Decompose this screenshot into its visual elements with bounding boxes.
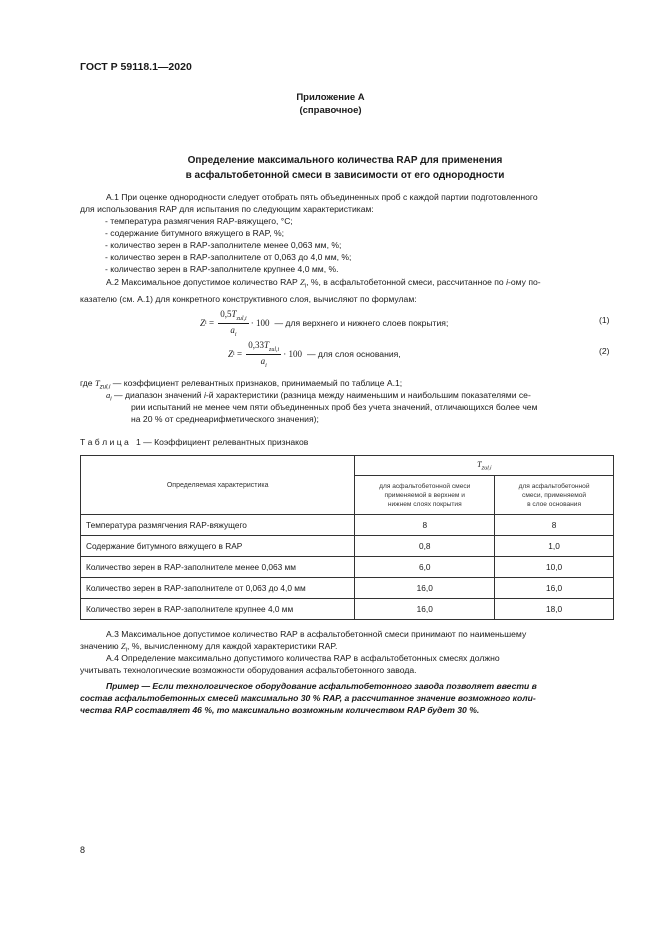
definition-text: -й характеристики (разница между наименьшим и наибольшим показателями се-: [205, 390, 531, 400]
annex-status: (справочное): [299, 105, 362, 116]
text-line: учитывать технологические возможности оборудования асфальтобетонного завода.: [80, 665, 417, 676]
formula-lhs: Z: [200, 318, 206, 329]
variable-t: T: [231, 309, 237, 319]
table-row: [81, 599, 614, 620]
example-note: [80, 680, 614, 717]
formula-description: — для верхнего и нижнего слоев покрытия;: [274, 318, 449, 329]
text-line: для использования RAP для испытания по следующим характеристикам:: [80, 204, 374, 215]
row-value-surface: 16,0: [355, 578, 495, 599]
formula-lhs: Z: [228, 349, 234, 360]
numerator: [218, 309, 248, 324]
formula-description: — для слоя основания,: [306, 349, 401, 360]
definition-line: рии испытаний не менее чем пяти объединенных проб без учета значений, отличающихся более чем: [131, 402, 538, 412]
coefficient: 0,33: [248, 340, 265, 350]
definition-line: на 20 % от среднеарифметического значения);: [131, 414, 319, 424]
variable-t: T: [94, 378, 100, 388]
table-caption: [80, 436, 308, 448]
document-code: ГОСТ Р 59118.1—2020: [80, 61, 192, 73]
denominator: [261, 355, 267, 369]
definition-text: — коэффициент релевантных признаков, принимаемый по таблице А.1;: [112, 378, 403, 388]
equals-sign: =: [206, 318, 217, 329]
fraction: [246, 340, 281, 369]
table-caption-label: Т а б л и ц а 1: [80, 437, 141, 447]
subscript: i: [125, 647, 128, 654]
where-word: где: [80, 378, 93, 388]
relevance-coefficient-table: [80, 455, 614, 620]
subscript: zul,i: [236, 315, 247, 322]
row-characteristic: Количество зерен в RAP-заполнителе менее 0,063 мм: [81, 557, 355, 578]
row-value-base: 1,0: [495, 536, 614, 557]
text-line: чества RAP составляет 46 %, то максимально возможным количеством RAP будет 30 %.: [80, 705, 480, 716]
text-fragment: А.2 Максимальное допустимое количество RAP: [106, 277, 300, 287]
section-title-line: Определение максимального количества RAP для применения: [187, 155, 503, 166]
formula-number: (2): [599, 346, 610, 356]
header-line: нижнем слоях покрытия: [387, 500, 462, 508]
section-title: [80, 153, 610, 183]
text-line: казателю (см. А.1) для конкретного конструктивного слоя, вычисляют по формулам:: [80, 293, 417, 304]
variable-z: Z: [299, 277, 305, 287]
variable-i: i: [506, 277, 509, 287]
header-line: смеси, применяемой: [522, 491, 587, 499]
multiplier: · 100: [250, 318, 270, 329]
formula-2: [228, 340, 401, 369]
text-line: А.4 Определение максимально допустимого количества RAP в асфальтобетонных смесях должно: [106, 653, 500, 663]
row-value-base: 18,0: [495, 599, 614, 620]
fraction: [218, 309, 248, 338]
variable-i: i: [203, 390, 206, 400]
text-line: А.1 При оценке однородности следует отобрать пять объединенных проб с каждой партии подготовленного: [106, 192, 538, 202]
coefficient: 0,5: [220, 309, 232, 319]
row-value-surface: 6,0: [355, 557, 495, 578]
header-line: для асфальтобетонной: [518, 482, 590, 490]
header-line: для асфальтобетонной смеси: [379, 482, 471, 490]
list-item: - температура размягчения RAP-вяжущего, °С;: [105, 216, 293, 226]
row-value-surface: 16,0: [355, 599, 495, 620]
numerator: [246, 340, 281, 355]
section-title-line: в асфальтобетонной смеси в зависимости от его однородности: [185, 170, 505, 181]
paragraph-a4: [80, 652, 614, 676]
table-row: [81, 557, 614, 578]
row-value-surface: 0,8: [355, 536, 495, 557]
paragraph-a2: [80, 276, 614, 305]
subscript: i: [205, 320, 207, 327]
subscript: i: [265, 362, 267, 369]
table-caption-text: — Коэффициент релевантных признаков: [140, 437, 309, 447]
formula-1: [200, 309, 448, 338]
row-characteristic: Количество зерен в RAP-заполнителе крупнее 4,0 мм: [81, 599, 355, 620]
subscript: i: [233, 351, 235, 358]
variable-t: T: [264, 340, 270, 350]
table-row: [81, 536, 614, 557]
list-item: - количество зерен в RAP-заполнителе крупнее 4,0 мм, %.: [105, 264, 339, 274]
subscript: zul,i: [481, 465, 492, 472]
subscript: zul,i: [99, 384, 111, 391]
text-fragment: значению: [80, 641, 121, 652]
annex-title: Приложение А: [296, 92, 365, 103]
text-line: состав асфальтобетонных смесей максимально 30 % RAP, а рассчитанное значение возможного коли-: [80, 693, 536, 704]
text-line: Пример — Если технологическое оборудование асфальтобетонного завода позволяет ввести в: [106, 681, 537, 691]
paragraph-a1: [80, 191, 614, 215]
denominator: [230, 324, 236, 338]
row-value-base: 8: [495, 515, 614, 536]
header-line: применяемой в верхнем и: [384, 491, 465, 499]
list-item: - содержание битумного вяжущего в RAP, %;: [105, 228, 284, 238]
subscript: i: [234, 331, 237, 338]
equals-sign: =: [234, 349, 245, 360]
column-header-characteristic: Определяемая характеристика: [81, 456, 355, 515]
variable-a: a: [230, 324, 235, 335]
definition-text: — диапазон значений: [114, 390, 204, 400]
subscript: i: [110, 396, 112, 403]
row-characteristic: Количество зерен в RAP-заполнителе от 0,063 до 4,0 мм: [81, 578, 355, 599]
formula-number: (1): [599, 315, 610, 325]
text-fragment: , %, в асфальтобетонной смеси, рассчитанное по: [306, 277, 507, 287]
column-header-base-layer: [495, 476, 614, 515]
row-characteristic: Температура размягчения RAP-вяжущего: [81, 515, 355, 536]
text-line: А.3 Максимальное допустимое количество RAP в асфальтобетонной смеси принимают по наименьшему: [106, 629, 527, 639]
text-fragment: , %, вычисленному для каждой характеристики RAP.: [127, 641, 338, 652]
column-header-surface-layers: [355, 476, 495, 515]
page-number: 8: [80, 845, 86, 855]
subscript: zul,i: [269, 346, 280, 353]
row-value-base: 16,0: [495, 578, 614, 599]
row-value-surface: 8: [355, 515, 495, 536]
variable-t: T: [477, 460, 482, 470]
variable-z: Z: [120, 641, 126, 652]
row-value-base: 10,0: [495, 557, 614, 578]
variable-a: a: [260, 355, 266, 366]
table-row: [81, 515, 614, 536]
column-group-header: [355, 456, 614, 476]
table-row: [81, 578, 614, 599]
variable-a: a: [106, 390, 111, 400]
multiplier: · 100: [283, 349, 302, 360]
text-fragment: -ому по-: [508, 277, 541, 287]
list-item: - количество зерен в RAP-заполнителе от 0,063 до 4,0 мм, %;: [105, 252, 352, 262]
row-characteristic: Содержание битумного вяжущего в RAP: [81, 536, 355, 557]
list-item: - количество зерен в RAP-заполнителе менее 0,063 мм, %;: [105, 240, 342, 250]
subscript: i: [304, 283, 307, 290]
header-line: в слое основания: [527, 500, 582, 508]
text-line: [80, 276, 614, 293]
